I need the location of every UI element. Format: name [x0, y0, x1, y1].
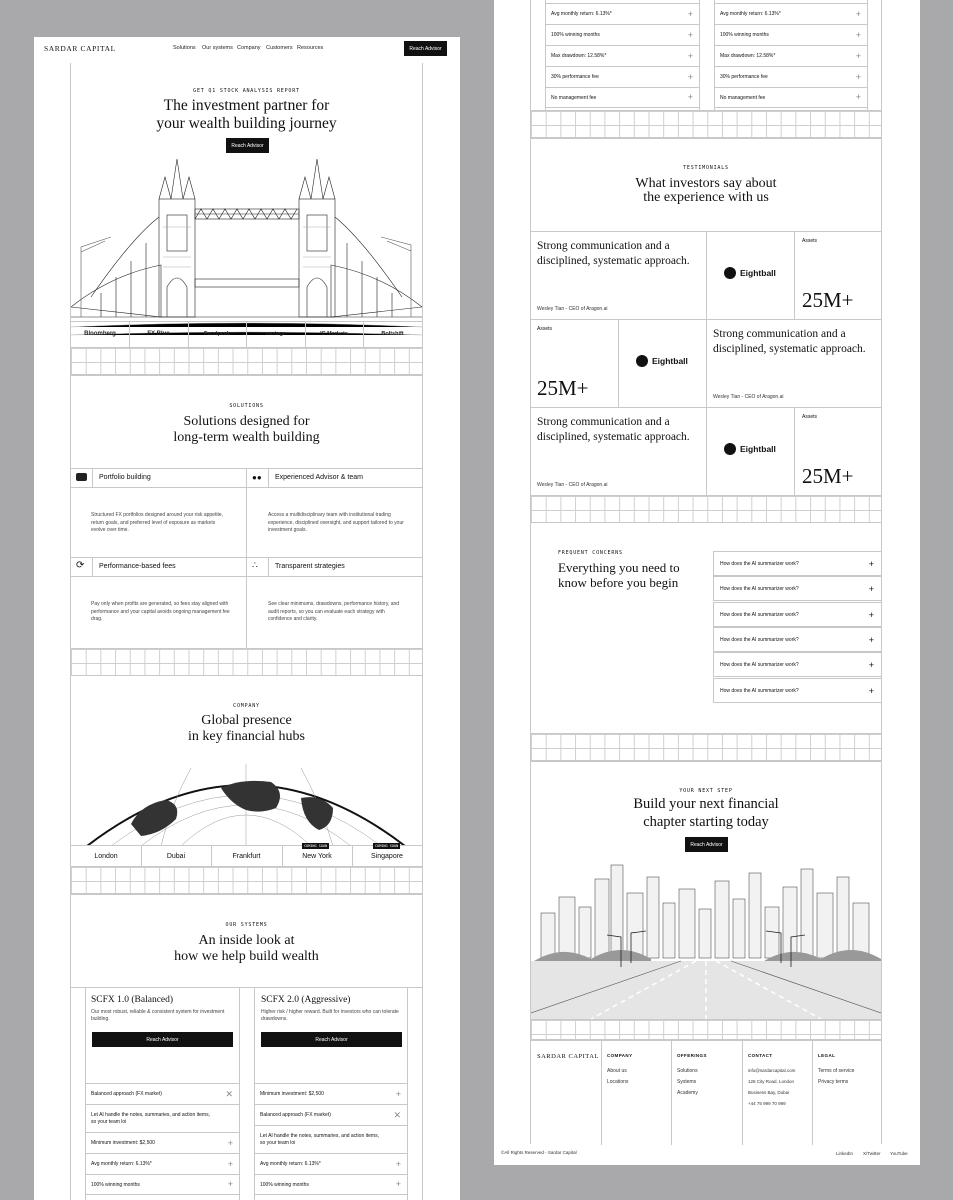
- close-icon: ✕: [393, 1109, 401, 1120]
- system-row[interactable]: Avg monthly return: 6.13%* +: [85, 1153, 239, 1174]
- cta-reach-advisor-button[interactable]: Reach Advisor: [685, 837, 728, 852]
- system-row[interactable]: Max drawdown: 12.58%* +: [714, 45, 867, 66]
- system-row[interactable]: No management fee +: [545, 87, 699, 108]
- asset-value: 25M+: [802, 288, 854, 312]
- footer-link-solutions[interactable]: Solutions: [677, 1068, 698, 1074]
- cta-title-line2: chapter starting today: [643, 814, 769, 830]
- hero-title-line1: The investment partner for: [163, 97, 330, 114]
- partners-row: [70, 321, 423, 347]
- system-row[interactable]: Minimum investment: $2,500 +: [85, 1132, 239, 1153]
- system-card-title: SCFX 1.0 (Balanced): [91, 995, 174, 1005]
- cycle-icon: ⟳: [76, 560, 85, 571]
- system-row[interactable]: Avg monthly return: 6.13%* +: [254, 1153, 407, 1174]
- city-london[interactable]: London: [94, 853, 118, 860]
- company-title-line1: Global presence: [201, 713, 292, 728]
- footer-link-privacy[interactable]: Privacy terms: [818, 1079, 849, 1085]
- system-row[interactable]: 100% winning months +: [85, 1174, 239, 1195]
- plus-icon: +: [855, 8, 861, 19]
- asset-label: Assets: [802, 414, 818, 420]
- asset-label: Assets: [802, 238, 818, 244]
- solution-title-transparent: Transparent strategies: [275, 563, 345, 570]
- plus-icon: +: [395, 1158, 401, 1169]
- social-linkedin[interactable]: LinkedIn: [836, 1151, 854, 1156]
- faq-title: Everything you need to know before you begin: [558, 560, 680, 590]
- plus-icon: +: [227, 1179, 233, 1189]
- partner-bloomberg: Bloomberg: [84, 331, 116, 337]
- plus-icon: +: [868, 634, 874, 645]
- system-card-desc: Our most robust, reliable & consistent system for investment building.: [91, 1009, 225, 1022]
- faq-item[interactable]: How does the AI summarizer work? +: [713, 576, 882, 601]
- plus-icon: +: [868, 685, 874, 696]
- nav-our-systems[interactable]: Our systems: [202, 45, 233, 51]
- system-row[interactable]: 30% performance fee +: [545, 66, 699, 87]
- eightball-icon: [636, 355, 648, 367]
- systems-rows-continued: [530, 0, 882, 110]
- footer-link-locations[interactable]: Locations: [607, 1079, 629, 1085]
- solution-desc-transparent: See clear minimums, drawdowns, performance history, and audit reports, so you can evaluate each strategy with confidence and clarity.: [268, 601, 400, 622]
- solutions-title-line1: Solutions designed for: [183, 414, 310, 429]
- system-row[interactable]: 100% winning months +: [545, 24, 699, 45]
- coming-soon-badge: COMING SOON: [304, 844, 328, 848]
- social-youtube[interactable]: YouTube: [890, 1151, 908, 1156]
- faq-item[interactable]: How does the AI summarizer work? +: [713, 678, 882, 703]
- cities-row: [70, 845, 423, 866]
- faq-item[interactable]: How does the AI summarizer work? +: [713, 602, 882, 627]
- nodes-icon: ∴: [252, 560, 258, 570]
- grid-divider: [70, 866, 423, 894]
- testimonial-author: Wesley Tian - CEO of Aragon.ai: [537, 306, 608, 312]
- testimonial-quote: Strong communication and a disciplined, systematic approach.: [713, 328, 866, 355]
- plus-icon: +: [687, 50, 693, 61]
- footer-heading-contact: CONTACT: [748, 1053, 773, 1058]
- cta-title-line1: Build your next financial: [633, 796, 779, 812]
- testimonial-author: Wesley Tian - CEO of Aragon.ai: [537, 482, 608, 488]
- solution-desc-fees: Pay only when profits are generated, so fees stay aligned with performance and your capital avoids ongoing management fee drag.: [91, 601, 230, 622]
- system-row[interactable]: Avg monthly return: 6.13%* +: [545, 3, 699, 24]
- tower-bridge-illustration: [71, 157, 422, 343]
- hero-eyebrow[interactable]: GET Q1 STOCK ANALYSIS REPORT: [193, 88, 300, 94]
- footer: [530, 1040, 882, 1144]
- plus-icon: +: [687, 8, 693, 19]
- asset-value: 25M+: [537, 376, 589, 400]
- footer-heading-legal: LEGAL: [818, 1053, 836, 1058]
- testimonial-author: Wesley Tian - CEO of Aragon.ai: [713, 394, 784, 400]
- nav-company[interactable]: Company: [237, 45, 261, 51]
- system-row[interactable]: No management fee +: [714, 87, 867, 108]
- system-row[interactable]: Avg monthly return: 6.13%* +: [714, 3, 867, 24]
- company-logo: Eightball: [636, 355, 688, 367]
- company-eyebrow: COMPANY: [233, 703, 260, 709]
- systems-section: [70, 894, 423, 1200]
- solution-desc-advisor: Access a multidisciplinary team with institutional trading experience, disciplined oversight, and support tailored to your investment goals.: [268, 512, 404, 533]
- eightball-icon: [724, 267, 736, 279]
- company-logo: Eightball: [724, 443, 776, 455]
- system-reach-advisor-button[interactable]: Reach Advisor: [261, 1032, 402, 1047]
- system-row[interactable]: 100% winning months +: [254, 1174, 407, 1195]
- solutions-eyebrow: SOLUTIONS: [229, 403, 264, 409]
- asset-label: Assets: [537, 326, 553, 332]
- plus-icon: +: [855, 29, 861, 40]
- footer-heading-company: COMPANY: [607, 1053, 633, 1058]
- faq-eyebrow: FREQUENT CONCERNS: [558, 550, 623, 556]
- faq-item[interactable]: How does the AI summarizer work? +: [713, 652, 882, 677]
- plus-icon: +: [868, 583, 874, 594]
- plus-icon: +: [395, 1179, 401, 1189]
- system-row[interactable]: 100% winning months +: [714, 24, 867, 45]
- grid-divider: [530, 110, 882, 138]
- brand-logo[interactable]: SARDAR CAPITAL: [44, 44, 116, 53]
- company-section: [70, 676, 423, 866]
- solution-title-portfolio: Portfolio building: [99, 474, 151, 481]
- grid-divider: [530, 1019, 882, 1040]
- systems-title-line1: An inside look at: [198, 933, 295, 948]
- testimonials-section: [530, 138, 882, 522]
- nav-solutions[interactable]: Solutions: [173, 45, 196, 51]
- city-new-york[interactable]: New York: [302, 853, 332, 860]
- system-row-expanded: Let AI handle the notes, summaries, and action items, so your team loi: [85, 1104, 239, 1132]
- nav-resources[interactable]: Resources: [297, 45, 324, 51]
- testimonials-title-line1: What investors say about: [635, 176, 777, 191]
- testimonials-eyebrow: TESTIMONIALS: [683, 165, 729, 171]
- grid-divider: [70, 347, 423, 375]
- grid-divider: [530, 495, 882, 523]
- page-left: [34, 37, 460, 1200]
- plus-icon: +: [855, 71, 861, 82]
- plus-icon: +: [687, 71, 693, 82]
- footer-link-terms[interactable]: Terms of service: [818, 1068, 855, 1074]
- city-road-illustration: [531, 863, 881, 1019]
- solutions-section: [70, 375, 423, 648]
- plus-icon: +: [395, 1088, 401, 1099]
- footer-contact-address-dubai: Business Bay, Dubai: [748, 1090, 790, 1095]
- stack-icon: [76, 473, 87, 481]
- grid-divider: [70, 648, 423, 676]
- system-reach-advisor-button[interactable]: Reach Advisor: [92, 1032, 233, 1047]
- copyright: ©All Rights Reserved - Sardar Capital: [501, 1150, 577, 1155]
- systems-eyebrow: OUR SYSTEMS: [225, 922, 268, 928]
- plus-icon: +: [227, 1137, 233, 1148]
- system-card-desc: Higher risk / higher reward. Built for investors who can tolerate drawdowns.: [261, 1009, 399, 1022]
- grid-divider: [530, 733, 882, 761]
- footer-contact-email[interactable]: info@sardarcapital.com: [748, 1068, 796, 1073]
- city-dubai[interactable]: Dubai: [166, 853, 186, 860]
- footer-heading-offerings: OFFERINGS: [677, 1053, 707, 1058]
- page-right: [494, 0, 920, 1165]
- team-icon: ●●: [252, 473, 262, 482]
- system-row[interactable]: Max drawdown: 12.58%* +: [545, 45, 699, 66]
- social-twitter[interactable]: X/Twitter: [863, 1151, 881, 1156]
- footer-link-systems[interactable]: Systems: [677, 1079, 697, 1085]
- faq-item[interactable]: How does the AI summarizer work? +: [713, 551, 882, 576]
- footer-link-academy[interactable]: Academy: [677, 1090, 698, 1096]
- partner-fundpeak: Fundpeak: [204, 331, 230, 337]
- coming-soon-badge: COMING SOON: [375, 844, 399, 848]
- partner-boltshift: Boltshift: [381, 331, 404, 337]
- hero-title-line2: your wealth building journey: [156, 115, 337, 132]
- solution-title-advisor: Experienced Advisor & team: [275, 474, 363, 481]
- nav-reach-advisor-button[interactable]: Reach Advisor: [404, 41, 447, 56]
- close-icon: ✕: [225, 1088, 233, 1099]
- company-title-line2: in key financial hubs: [187, 729, 306, 744]
- testimonials-title-line2: the experience with us: [643, 190, 769, 205]
- system-row-expanded: Let AI handle the notes, summaries, and action items, so your team loi: [254, 1125, 407, 1153]
- globe-illustration: [71, 764, 422, 846]
- plus-icon: +: [868, 659, 874, 670]
- plus-icon: +: [855, 92, 861, 102]
- cta-eyebrow: YOUR NEXT STEP: [679, 788, 733, 794]
- plus-icon: +: [687, 29, 693, 40]
- system-row[interactable]: 30% performance fee +: [714, 66, 867, 87]
- cta-section: [530, 761, 882, 1019]
- system-row[interactable]: Balanced approach (FX market) ✕: [85, 1083, 239, 1104]
- nav-customers[interactable]: Customers: [266, 45, 293, 51]
- partner-vantage: vantage: [265, 331, 286, 337]
- testimonial-quote: Strong communication and a disciplined, systematic approach.: [537, 416, 690, 443]
- solution-title-fees: Performance-based fees: [99, 563, 176, 570]
- hero-reach-advisor-button[interactable]: Reach Advisor: [226, 138, 269, 153]
- plus-icon: +: [855, 50, 861, 61]
- hero-section: [70, 63, 423, 347]
- footer-contact-address-london: 128 City Road, London: [748, 1079, 795, 1084]
- plus-icon: +: [687, 92, 693, 102]
- systems-title-line2: how we help build wealth: [174, 949, 319, 964]
- testimonial-quote: Strong communication and a disciplined, systematic approach.: [537, 240, 690, 267]
- city-frankfurt[interactable]: Frankfurt: [232, 853, 261, 860]
- solutions-title-line2: long-term wealth building: [173, 430, 320, 445]
- asset-value: 25M+: [802, 464, 854, 488]
- system-row[interactable]: Minimum investment: $2,500 +: [254, 1083, 407, 1104]
- partner-fx-blue: FX Blue: [147, 331, 170, 337]
- plus-icon: +: [868, 558, 874, 569]
- system-card-title: SCFX 2.0 (Aggressive): [261, 995, 351, 1005]
- faq-item[interactable]: How does the AI summarizer work? +: [713, 627, 882, 652]
- company-logo: Eightball: [724, 267, 776, 279]
- eightball-icon: [724, 443, 736, 455]
- partner-ic-markets: IC Markets: [320, 331, 348, 337]
- solution-desc-portfolio: Structured FX portfolios designed around your risk appetite, return goals, and preferred level of exposure as markets evolve over time.: [91, 512, 224, 533]
- footer-contact-phone[interactable]: +44 75 999 70 999: [748, 1101, 786, 1106]
- system-row[interactable]: Balanced approach (FX market) ✕: [254, 1104, 407, 1125]
- plus-icon: +: [227, 1158, 233, 1169]
- city-singapore[interactable]: Singapore: [371, 853, 403, 860]
- footer-link-about[interactable]: About us: [607, 1068, 627, 1074]
- plus-icon: +: [868, 609, 874, 620]
- footer-brand-logo[interactable]: SARDAR CAPITAL: [537, 1053, 599, 1060]
